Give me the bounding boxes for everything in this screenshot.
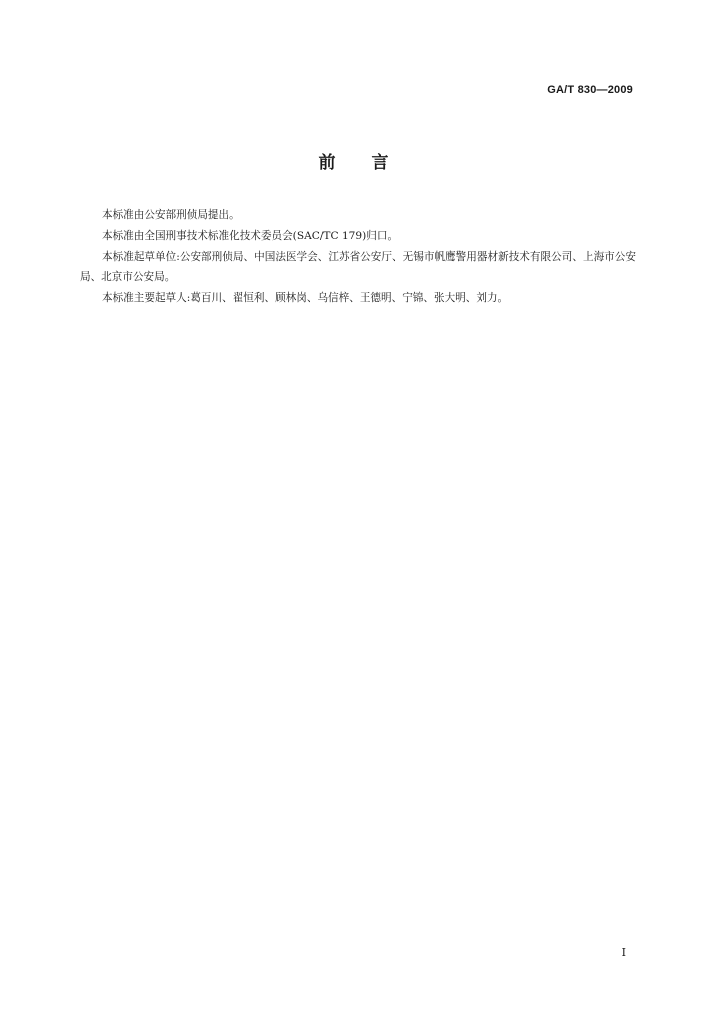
page-title: 前言 bbox=[318, 153, 425, 173]
paragraph-drafters: 本标准主要起草人:葛百川、翟恒利、顾林岗、乌信梓、王德明、宁锦、张大明、刘力。 bbox=[102, 292, 509, 304]
standard-code: GA/T 830—2009 bbox=[547, 84, 633, 96]
paragraph-drafting-units: 本标准起草单位:公安部刑侦局、中国法医学会、江苏省公安厅、无锡市帆鹰警用器材新技术有限公司、上海市公安局、北京市公安局。 bbox=[80, 251, 636, 283]
foreword-body bbox=[80, 205, 636, 309]
page-number: I bbox=[621, 946, 626, 959]
paragraph-committee: 本标准由全国刑事技术标准化技术委员会(SAC/TC 179)归口。 bbox=[102, 230, 399, 242]
paragraph-proposer: 本标准由公安部刑侦局提出。 bbox=[102, 209, 240, 221]
